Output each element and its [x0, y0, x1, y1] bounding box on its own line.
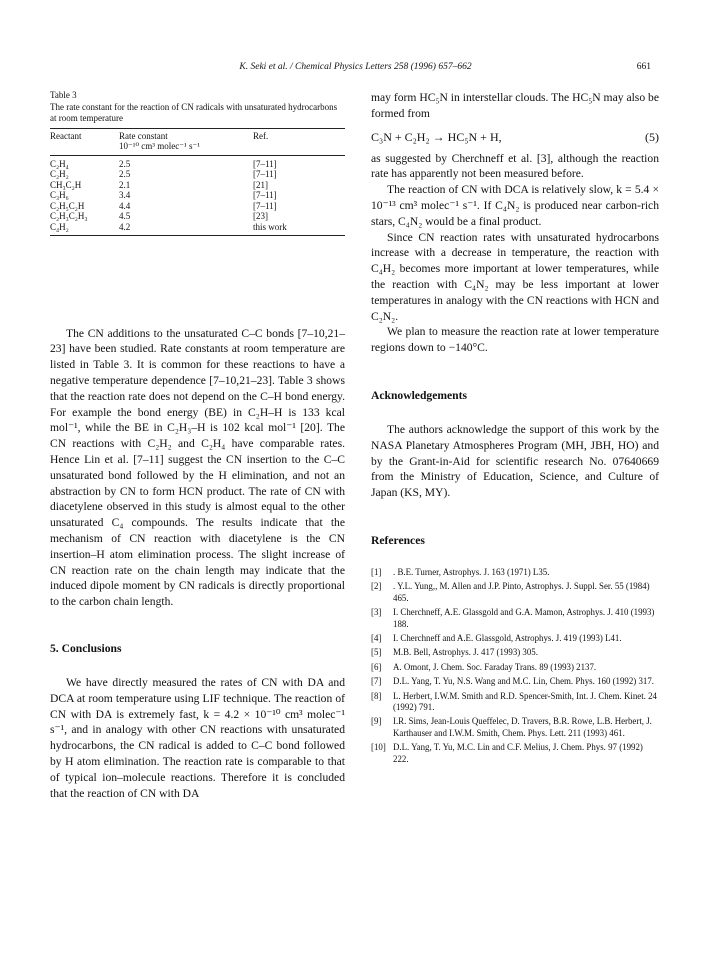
reactant-cell: C₂H₄: [50, 158, 69, 169]
table-row: [50, 222, 345, 235]
ref-cell: [7–11]: [253, 200, 277, 211]
conclusions-paragraph: We have directly measured the rates of CN with DA and DCA at room temperature using LIF technique. The reaction of CN with DA is extremely fast, k = 4.2 × 10⁻¹⁰ cm³ molec⁻¹ s⁻¹, and in analogy with other CN reactions with unsaturated hydrocarbons, the CN radical is added to C–C bond followed by H atom elimination. The reaction rate is comparable to that of typical ion–molecule reactions. Therefore it is concluded that the reaction of CN with DA: [50, 676, 345, 800]
reference-text: L. Herbert, I.W.M. Smith and R.D. Spencer-Smith, Int. J. Chem. Kinet. 24 (1992) 791.: [393, 690, 657, 712]
rate-cell: 3.4: [119, 190, 131, 201]
ref-cell: [23]: [253, 211, 268, 222]
reference-number: [1]: [371, 566, 382, 577]
rate-cell: 2.5: [119, 158, 131, 169]
reference-text: . B.E. Turner, Astrophys. J. 163 (1971) L35.: [393, 566, 550, 577]
dca-paragraph: The reaction of CN with DCA is relatively slow, k = 5.4 × 10⁻¹³ cm³ molec⁻¹ s⁻¹. If C₄N₂ is produced near carbon-rich stars, C₄N₂ would be a final product.: [371, 183, 659, 228]
running-head: [0, 62, 711, 76]
equation-text: C₃N + C₂H₂ → HC₅N + H,: [371, 129, 502, 144]
journal-citation: K. Seki et al. / Chemical Physics Letters 258 (1996) 657–662: [239, 62, 472, 72]
reference-list: [371, 567, 659, 765]
acknowledgements-paragraph: The authors acknowledge the support of this work by the NASA Planetary Atmospheres Program (MH, JBH, HO) and by the Grant-in-Aid for scientific research No. 07640669 from the Ministry of Education, Science, and Culture of Japan (KS, MY).: [371, 422, 659, 500]
reference-text: A. Omont, J. Chem. Soc. Faraday Trans. 89 (1993) 2137.: [393, 661, 597, 672]
table-row: [50, 155, 345, 169]
reference-text: D.L. Yang, T. Yu, N.S. Wang and M.C. Lin, Chem. Phys. 160 (1992) 317.: [393, 676, 655, 687]
reference-number: [3]: [371, 607, 382, 618]
rate-cell: 4.4: [119, 200, 131, 211]
ref-cell: [7–11]: [253, 158, 277, 169]
reference-number: [8]: [371, 690, 382, 701]
rate-cell: 2.5: [119, 169, 131, 180]
reactant-cell: C₃H₆: [50, 190, 69, 201]
table-row: [50, 180, 345, 191]
rate-cell: 4.5: [119, 211, 131, 222]
reference-item: [371, 633, 659, 644]
equation-5: [371, 130, 659, 145]
ref-cell: this work: [253, 222, 345, 235]
table-caption: [50, 90, 345, 125]
table-row: [50, 169, 345, 180]
temperature-paragraph: Since CN reaction rates with unsaturated hydrocarbons increase with a decrease in temperature, the reaction with C₄H₂ becomes more important at lower temperatures, while the reaction with C₄N₂ may be less important at lower temperatures in analogy with the CN reactions with HCN and C₂N₂.: [371, 230, 659, 323]
header-unit: 10⁻¹⁰ cm³ molec⁻¹ s⁻¹: [119, 141, 200, 151]
rate-cell: 2.1: [119, 179, 131, 190]
continuation-text: may form HC₅N in interstellar clouds. The HC₅N may also be formed from: [371, 91, 659, 120]
right-column: [371, 90, 659, 768]
discussion-paragraph: The CN additions to the unsaturated C–C bonds [7–10,21–23] have been studied. Rate constants at room temperature are listed in Table 3. It is common for these reactions to have a negative temperature dependence [7–10,21–23]. Table 3 shows that the reaction rate does not depend on the C–H bond energy. For example the bond energy (BE) in C₂H–H is 133 kcal mol⁻¹, while the BE in C₂H₃–H is 102 kcal mol⁻¹ [20]. The CN reactions with C₂H₂ and C₂H₄ have comparable rates. Hence Lin et al. [7–11] suggest the CN insertion to the C–C unsaturated bond followed by the H elimination, and not an abstraction by CN to form HCN product. The rate of CN with diacetylene observed in this study is almost equal to the other unsaturated C₄ compounds. The results indicate that the mechanism of CN reaction with diacetylene is the CN insertion–H atom elimination process. The slight increase of CN reaction rate on the chain length may indicate that the induced dipole moment by CN radicals is directly proportional to the carbon chain length.: [50, 326, 345, 609]
reference-text: . Y.L. Yung,, M. Allen and J.P. Pinto, Astrophys. J. Suppl. Ser. 55 (1984) 465.: [393, 581, 650, 603]
reference-item: [371, 567, 659, 578]
header-ref: Ref.: [253, 128, 345, 155]
reactant-cell: C₄H₂: [50, 222, 119, 235]
table-row: [50, 190, 345, 201]
reference-number: [5]: [371, 647, 382, 658]
reference-text: I.R. Sims, Jean-Louis Queffelec, D. Travers, B.R. Rowe, L.B. Herbert, J. Karthauser and I.W.M. Smith, Chem. Phys. Lett. 211 (1993) 461.: [393, 716, 652, 738]
ref-cell: [21]: [253, 179, 268, 190]
reference-number: [7]: [371, 676, 382, 687]
ref-cell: [7–11]: [253, 190, 277, 201]
table-caption-text: The rate constant for the reaction of CN radicals with unsaturated hydrocarbons at room temperature: [50, 101, 338, 123]
rate-constant-table: [50, 128, 345, 236]
reactant-cell: C₂H₅C₂H: [50, 200, 85, 211]
reference-text: D.L. Yang, T. Yu, M.C. Lin and C.F. Melius, J. Chem. Phys. 97 (1992) 222.: [393, 742, 643, 764]
reference-item: [371, 742, 659, 765]
reference-item: [371, 647, 659, 658]
references-heading: References: [371, 533, 425, 547]
reference-text: I. Cherchneff and A.E. Glassgold, Astrophys. J. 419 (1993) L41.: [393, 632, 622, 643]
reference-item: [371, 716, 659, 739]
reactant-cell: C₂H₂: [50, 169, 69, 180]
header-reactant: Reactant: [50, 128, 119, 155]
reference-number: [4]: [371, 632, 382, 643]
reference-number: [6]: [371, 661, 382, 672]
table-label: Table 3: [50, 90, 77, 100]
reference-item: [371, 662, 659, 673]
left-column: [50, 90, 345, 801]
table-row: [50, 211, 345, 222]
reference-number: [10]: [371, 742, 386, 753]
header-rate-constant-label: Rate constant: [119, 130, 168, 141]
conclusions-heading: 5. Conclusions: [50, 642, 122, 655]
after-equation-text: as suggested by Cherchneff et al. [3], although the reaction rate has apparently not been measured before.: [371, 151, 659, 181]
reactant-cell: C₂H₃C₂H₃: [50, 211, 88, 222]
acknowledgements-heading: Acknowledgements: [371, 388, 467, 402]
reactant-cell: CH₃C₂H: [50, 179, 82, 190]
rate-cell: 4.2: [119, 222, 253, 235]
page-number: 661: [636, 62, 651, 72]
reference-number: [2]: [371, 581, 382, 592]
plan-paragraph: We plan to measure the reaction rate at lower temperature regions down to −140°C.: [371, 325, 659, 355]
table-row: [50, 201, 345, 212]
reference-text: I. Cherchneff, A.E. Glassgold and G.A. Mamon, Astrophys. J. 410 (1993) 188.: [393, 607, 655, 629]
reference-item: [371, 581, 659, 604]
ref-cell: [7–11]: [253, 169, 277, 180]
reference-item: [371, 676, 659, 687]
reference-item: [371, 691, 659, 714]
header-rate-constant: [119, 128, 253, 155]
equation-number: (5): [645, 129, 659, 144]
reference-item: [371, 607, 659, 630]
table-header-row: [50, 128, 345, 155]
reference-number: [9]: [371, 716, 382, 727]
reference-text: M.B. Bell, Astrophys. J. 417 (1993) 305.: [393, 647, 538, 658]
